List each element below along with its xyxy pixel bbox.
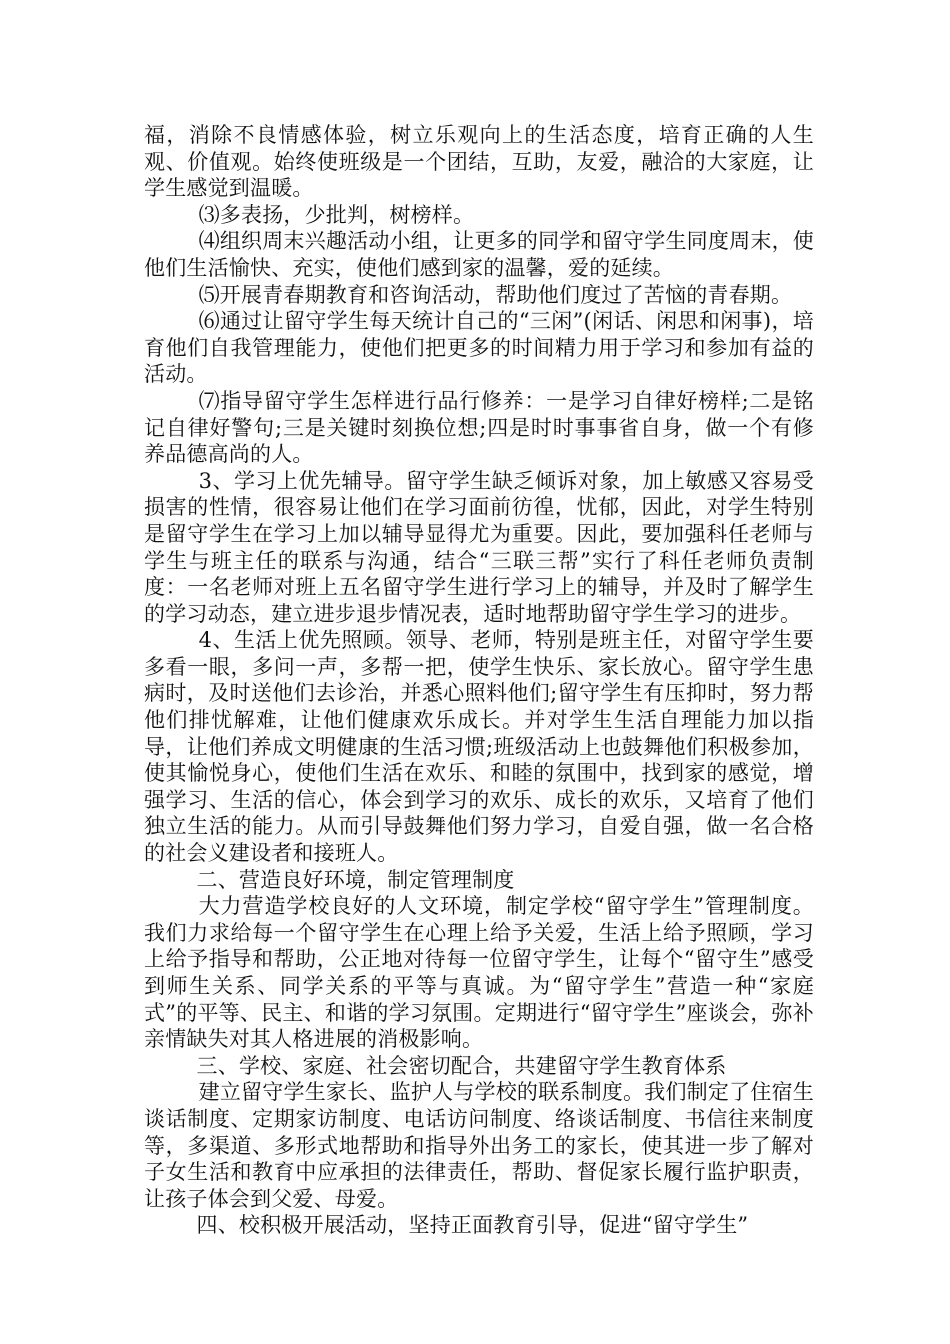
paragraph-continuation: 福，消除不良情感体验，树立乐观向上的生活态度，培育正确的人生观、价值观。始终使班级是一个团结，互助，友爱，融洽的大家庭，让学生感觉到温暖。	[144, 123, 814, 201]
list-item-3: ⑶多表扬，少批判，树榜样。	[198, 202, 475, 227]
paragraph-environment: 大力营造学校良好的人文环境，制定学校“留守学生”管理制度。我们力求给每一个留守学生在心理上给予关爱，生活上给予照顾，学习上给予指导和帮助，公正地对待每一位留守学生，让每个“留守生”感受到师生关系、同学关系的平等与真诚。为“留守学生”营造一种“家庭式”的平等、民主、和谐的学习氛围。定期进行“留守学生”座谈会，弥补亲情缺失对其人格进展的消极影响。	[144, 894, 814, 1052]
section-heading-4: 四、校积极开展活动，坚持正面教育引导，促进“留守学生”	[196, 1213, 749, 1238]
paragraph-life-care: 4、生活上优先照顾。领导、老师，特别是班主任，对留守学生要多看一眼，多问一声，多帮一把，使学生快乐、家长放心。留守学生患病时，及时送他们去诊治，并悉心照料他们;留守学生有压抑时，努力帮他们排忧解难，让他们健康欢乐成长。并对学生生活自理能力加以指导，让他们养成文明健康的生活习惯;班级活动上也鼓舞他们积极参加，使其愉悦身心，使他们生活在欢乐、和睦的氛围中，找到家的感觉，增强学习、生活的信心，体会到学习的欢乐、成长的欢乐，又培育了他们独立生活的能力。从而引导鼓舞他们努力学习，自爱自强，做一名合格的社会义建设者和接班人。	[144, 628, 814, 866]
list-item-5: ⑸开展青春期教育和咨询活动，帮助他们度过了苦恼的青春期。	[198, 282, 793, 307]
section-heading-2: 二、营造良好环境，制定管理制度	[196, 867, 515, 892]
paragraph-home-school: 建立留守学生家长、监护人与学校的联系制度。我们制定了住宿生谈话制度、定期家访制度、电话访问制度、络谈话制度、书信往来制度等，多渠道、多形式地帮助和指导外出务工的家长，使其进一步了解对子女生活和教育中应承担的法律责任，帮助、督促家长履行监护职责，让孩子体会到父爱、母爱。	[144, 1080, 814, 1211]
document-body	[144, 122, 814, 1239]
list-item-7: ⑺指导留守学生怎样进行品行修养：一是学习自律好榜样;二是铭记自律好警句;三是关键时刻换位想;四是时时事事省自身，做一个有修养品德高尚的人。	[144, 388, 814, 467]
list-item-6: ⑹通过让留守学生每天统计自己的“三闲”(闲话、闲思和闲事)，培育他们自我管理能力，使他们把更多的时间精力用于学习和参加有益的活动。	[144, 309, 814, 387]
paragraph-study-tutoring: 3、学习上优先辅导。留守学生缺乏倾诉对象，加上敏感又容易受损害的性情，很容易让他们在学习面前彷徨，忧郁，因此，对学生特别是留守学生在学习上加以辅导显得尤为重要。因此，要加强科任老师与学生与班主任的联系与沟通，结合“三联三帮”实行了科任老师负责制度：一名老师对班上五名留守学生进行学习上的辅导，并及时了解学生的学习动态，建立进步退步情况表，适时地帮助留守学生学习的进步。	[144, 468, 814, 626]
list-item-4: ⑷组织周末兴趣活动小组，让更多的同学和留守学生同度周末，使他们生活愉快、充实，使他们感到家的温馨，爱的延续。	[144, 229, 814, 280]
section-heading-3: 三、学校、家庭、社会密切配合，共建留守学生教育体系	[196, 1053, 727, 1078]
